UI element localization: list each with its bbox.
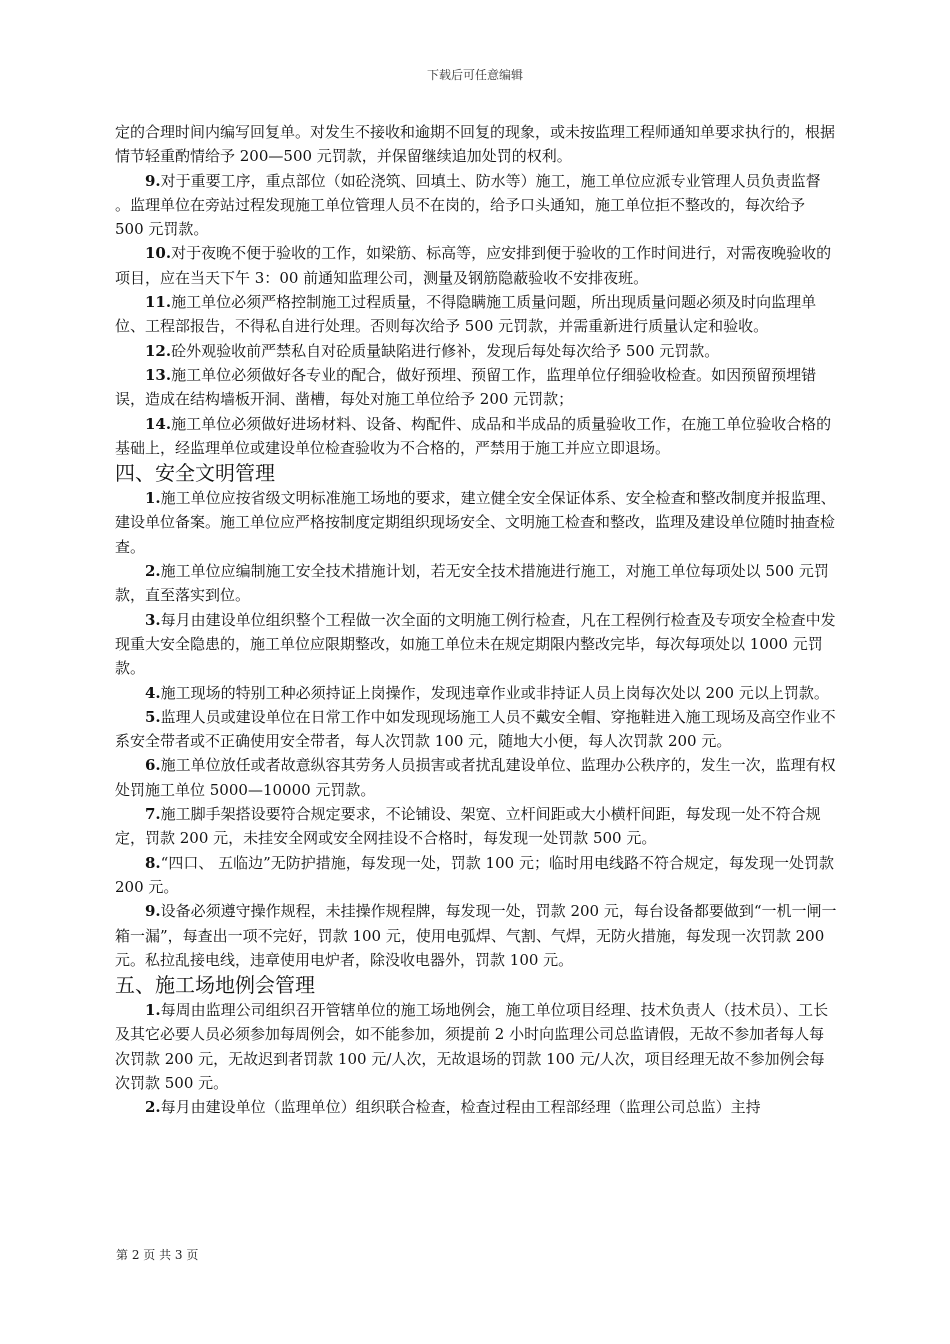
item-number: 7.	[145, 805, 161, 824]
item-number: 5.	[145, 707, 161, 726]
numbered-paragraph	[115, 608, 837, 681]
numbered-paragraph	[115, 169, 837, 242]
numbered-paragraph	[115, 559, 837, 608]
item-text: “四口、 五临边”无防护措施，每发现一处，罚款 100 元；临时用电线路不符合规定，每发现一处罚款 200 元。	[115, 853, 834, 896]
item-number: 11.	[145, 293, 172, 312]
numbered-paragraph	[115, 802, 837, 851]
item-number: 9.	[145, 902, 161, 921]
numbered-paragraph	[115, 681, 837, 705]
item-number: 6.	[145, 756, 161, 775]
item-number: 3.	[145, 610, 161, 629]
item-number: 4.	[145, 683, 161, 702]
numbered-paragraph	[115, 899, 837, 972]
item-text: 施工单位放任或者故意纵容其劳务人员损害或者扰乱建设单位、监理办公秩序的，发生一次，监理有权处罚施工单位 5000—10000 元罚款。	[115, 756, 836, 799]
item-text: 设备必须遵守操作规程，未挂操作规程牌，每发现一处，罚款 200 元，每台设备都要做到“一机一闸一箱一漏”，每查出一项不完好，罚款 100 元，使用电弧焊、气割、气焊，无防火措施，每发现一次罚款 200 元。私拉乱接电线，违章使用电炉者，除没收电器外，罚款 100 元。	[115, 902, 837, 969]
item-text: 施工现场的特别工种必须持证上岗操作，发现违章作业或非持证人员上岗每次处以 200 元以上罚款。	[160, 683, 829, 702]
item-text: 对于夜晚不便于验收的工作，如梁筋、标高等，应安排到便于验收的工作时间进行，对需夜晚验收的项目，应在当天下午 3：00 前通知监理公司，测量及钢筋隐蔽验收不安排夜班。	[115, 244, 832, 287]
item-number: 1.	[145, 1001, 161, 1020]
numbered-paragraph	[115, 290, 837, 339]
item-text: 施工脚手架搭设要符合规定要求，不论铺设、架宽、立杆间距或大小横杆间距，每发现一处不符合规定，罚款 200 元，未挂安全网或安全网挂设不合格时，每发现一处罚款 500 元。	[115, 805, 821, 848]
document-body	[115, 120, 837, 1120]
item-number: 14.	[145, 414, 172, 433]
numbered-paragraph	[115, 753, 837, 802]
item-text: 每周由监理公司组织召开管辖单位的施工场地例会，施工单位项目经理、技术负责人（技术员）、工长及其它必要人员必须参加每周例会，如不能参加，须提前 2 小时向监理公司总监请假，无故不参加者每人每次罚款 200 元，无故迟到者罚款 100 元/人次，无故退场的罚款 100 元/人次，项目经理无故不参加例会每次罚款 500 元。	[115, 1001, 829, 1092]
item-number: 2.	[145, 1098, 161, 1117]
item-number: 13.	[145, 365, 172, 384]
page-header: 下载后可任意编辑	[426, 68, 523, 82]
item-text: 施工单位应按省级文明标准施工场地的要求，建立健全安全保证体系、安全检查和整改制度并报监理、建设单位备案。施工单位应严格按制度定期组织现场安全、文明施工检查和整改，监理及建设单位随时抽查检查。	[115, 489, 836, 556]
item-number: 2.	[145, 562, 161, 581]
item-number: 12.	[145, 341, 172, 360]
item-number: 1.	[145, 489, 161, 508]
item-text: 每月由建设单位（监理单位）组织联合检查，检查过程由工程部经理（监理公司总监）主持	[160, 1098, 761, 1117]
item-text: 施工单位必须做好各专业的配合，做好预埋、预留工作，监理单位仔细验收检查。如因预留预埋错误，造成在结构墙板开洞、凿槽，每处对施工单位给予 200 元罚款；	[115, 365, 817, 409]
item-text: 对于重要工序，重点部位（如砼浇筑、回填土、防水等）施工，施工单位应派专业管理人员负责监督 。监理单位在旁站过程发现施工单位管理人员不在岗的，给予口头通知，施工单位拒不整改的，每次给予 500 元罚款。	[115, 171, 821, 239]
item-number: 9.	[145, 171, 161, 190]
item-text: 施工单位必须做好进场材料、设备、构配件、成品和半成品的质量验收工作，在施工单位验收合格的基础上，经监理单位或建设单位检查验收为不合格的，严禁用于施工并应立即退场。	[115, 414, 832, 457]
numbered-paragraph	[115, 241, 837, 290]
item-text: 施工单位应编制施工安全技术措施计划，若无安全技术措施进行施工，对施工单位每项处以 500 元罚款，直至落实到位。	[115, 562, 829, 605]
item-text: 施工单位必须严格控制施工过程质量，不得隐瞒施工质量问题，所出现质量问题必须及时向监理单位、工程部报告，不得私自进行处理。否则每次给予 500 元罚款，并需重新进行质量认定和验收。	[115, 293, 817, 336]
paragraph: 定的合理时间内编写回复单。对发生不接收和逾期不回复的现象，或未按监理工程师通知单要求执行的，根据情节轻重酌情给予 200—500 元罚款，并保留继续追加处罚的权利。	[115, 123, 836, 166]
item-text: 每月由建设单位组织整个工程做一次全面的文明施工例行检查，凡在工程例行检查及专项安全检查中发现重大安全隐患的，施工单位应限期整改，如施工单位未在规定期限内整改完毕，每次每项处以 1000 元罚款。	[115, 610, 836, 678]
numbered-paragraph	[115, 705, 837, 754]
numbered-paragraph	[115, 851, 837, 900]
numbered-paragraph	[115, 363, 837, 412]
item-number: 10.	[145, 244, 172, 263]
numbered-paragraph	[115, 1095, 837, 1119]
section-heading: 五、施工场地例会管理	[115, 973, 315, 998]
numbered-paragraph	[115, 998, 837, 1095]
page-footer: 第 2 页 共 3 页	[116, 1248, 199, 1262]
item-text: 监理人员或建设单位在日常工作中如发现现场施工人员不戴安全帽、穿拖鞋进入施工现场及高空作业不系安全带者或不正确使用安全带者，每人次罚款 100 元，随地大小便，每人次罚款 200 元。	[115, 707, 836, 751]
item-text: 砼外观验收前严禁私自对砼质量缺陷进行修补，发现后每处每次给予 500 元罚款。	[171, 341, 720, 360]
numbered-paragraph	[115, 486, 837, 559]
section-heading: 四、安全文明管理	[115, 461, 275, 486]
numbered-paragraph	[115, 339, 837, 363]
item-number: 8.	[145, 853, 161, 872]
numbered-paragraph	[115, 412, 837, 461]
